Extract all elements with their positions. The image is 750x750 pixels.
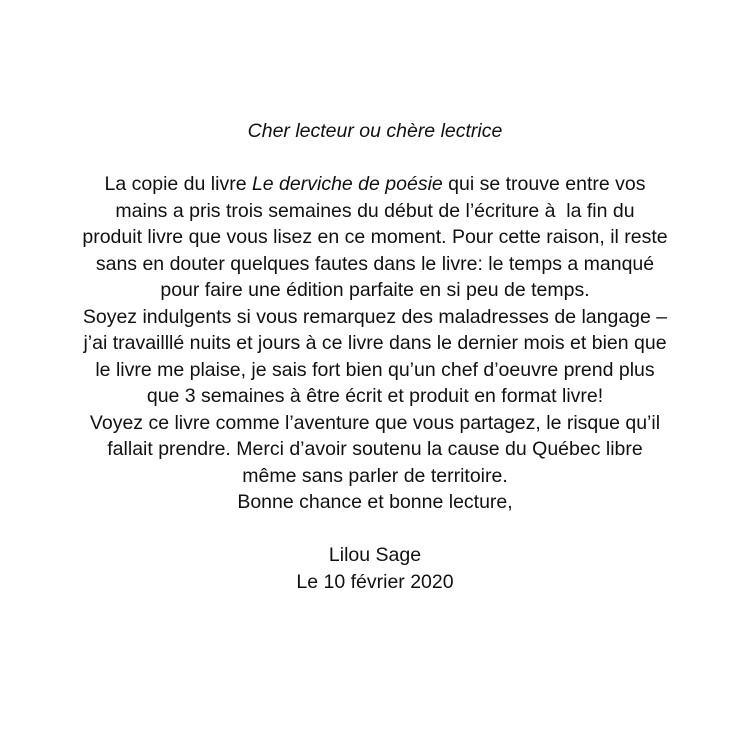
- body-line-6: Soyez indulgents si vous remarquez des maladresses de langage –: [82, 305, 668, 328]
- body-line-10: Voyez ce livre comme l’aventure que vous partagez, le risque qu’il: [89, 411, 661, 434]
- body-line-3: produit livre que vous lisez en ce moment. Pour cette raison, il reste: [82, 226, 668, 248]
- body-line-5: pour faire une édition parfaite en si peu de temps.: [160, 279, 590, 301]
- signature: Lilou Sage: [328, 544, 422, 566]
- body-line-2: mains a pris trois semaines du début de l’écriture à la fin du: [115, 199, 635, 222]
- body-line-8: le livre me plaise, je sais fort bien qu’un chef d’oeuvre prend plus: [95, 358, 655, 381]
- paragraph-gap: [0, 145, 750, 172]
- letter-body: [0, 118, 750, 595]
- body-line-11: fallait prendre. Merci d’avoir soutenu la cause du Québec libre: [107, 438, 643, 460]
- body-line-4: sans en douter quelques fautes dans le livre: le temps a manqué: [95, 252, 655, 275]
- body-line-12: même sans parler de territoire.: [242, 464, 508, 487]
- signature-gap: [0, 516, 750, 543]
- salutation: Cher lecteur ou chère lectrice: [247, 120, 503, 142]
- book-title: Le derviche de poésie: [251, 173, 443, 195]
- closing-line: Bonne chance et bonne lecture,: [237, 491, 513, 513]
- body-line-1-start: La copie du livre: [104, 173, 252, 195]
- body-line-9: que 3 semaines à être écrit et produit en format livre!: [146, 385, 604, 407]
- body-line-1: [0, 171, 750, 198]
- body-line-7: j’ai travailllé nuits et jours à ce livre dans le dernier mois et bien que: [83, 332, 667, 354]
- body-line-1-end: qui se trouve entre vos: [442, 173, 646, 195]
- letter-date: Le 10 février 2020: [296, 570, 454, 593]
